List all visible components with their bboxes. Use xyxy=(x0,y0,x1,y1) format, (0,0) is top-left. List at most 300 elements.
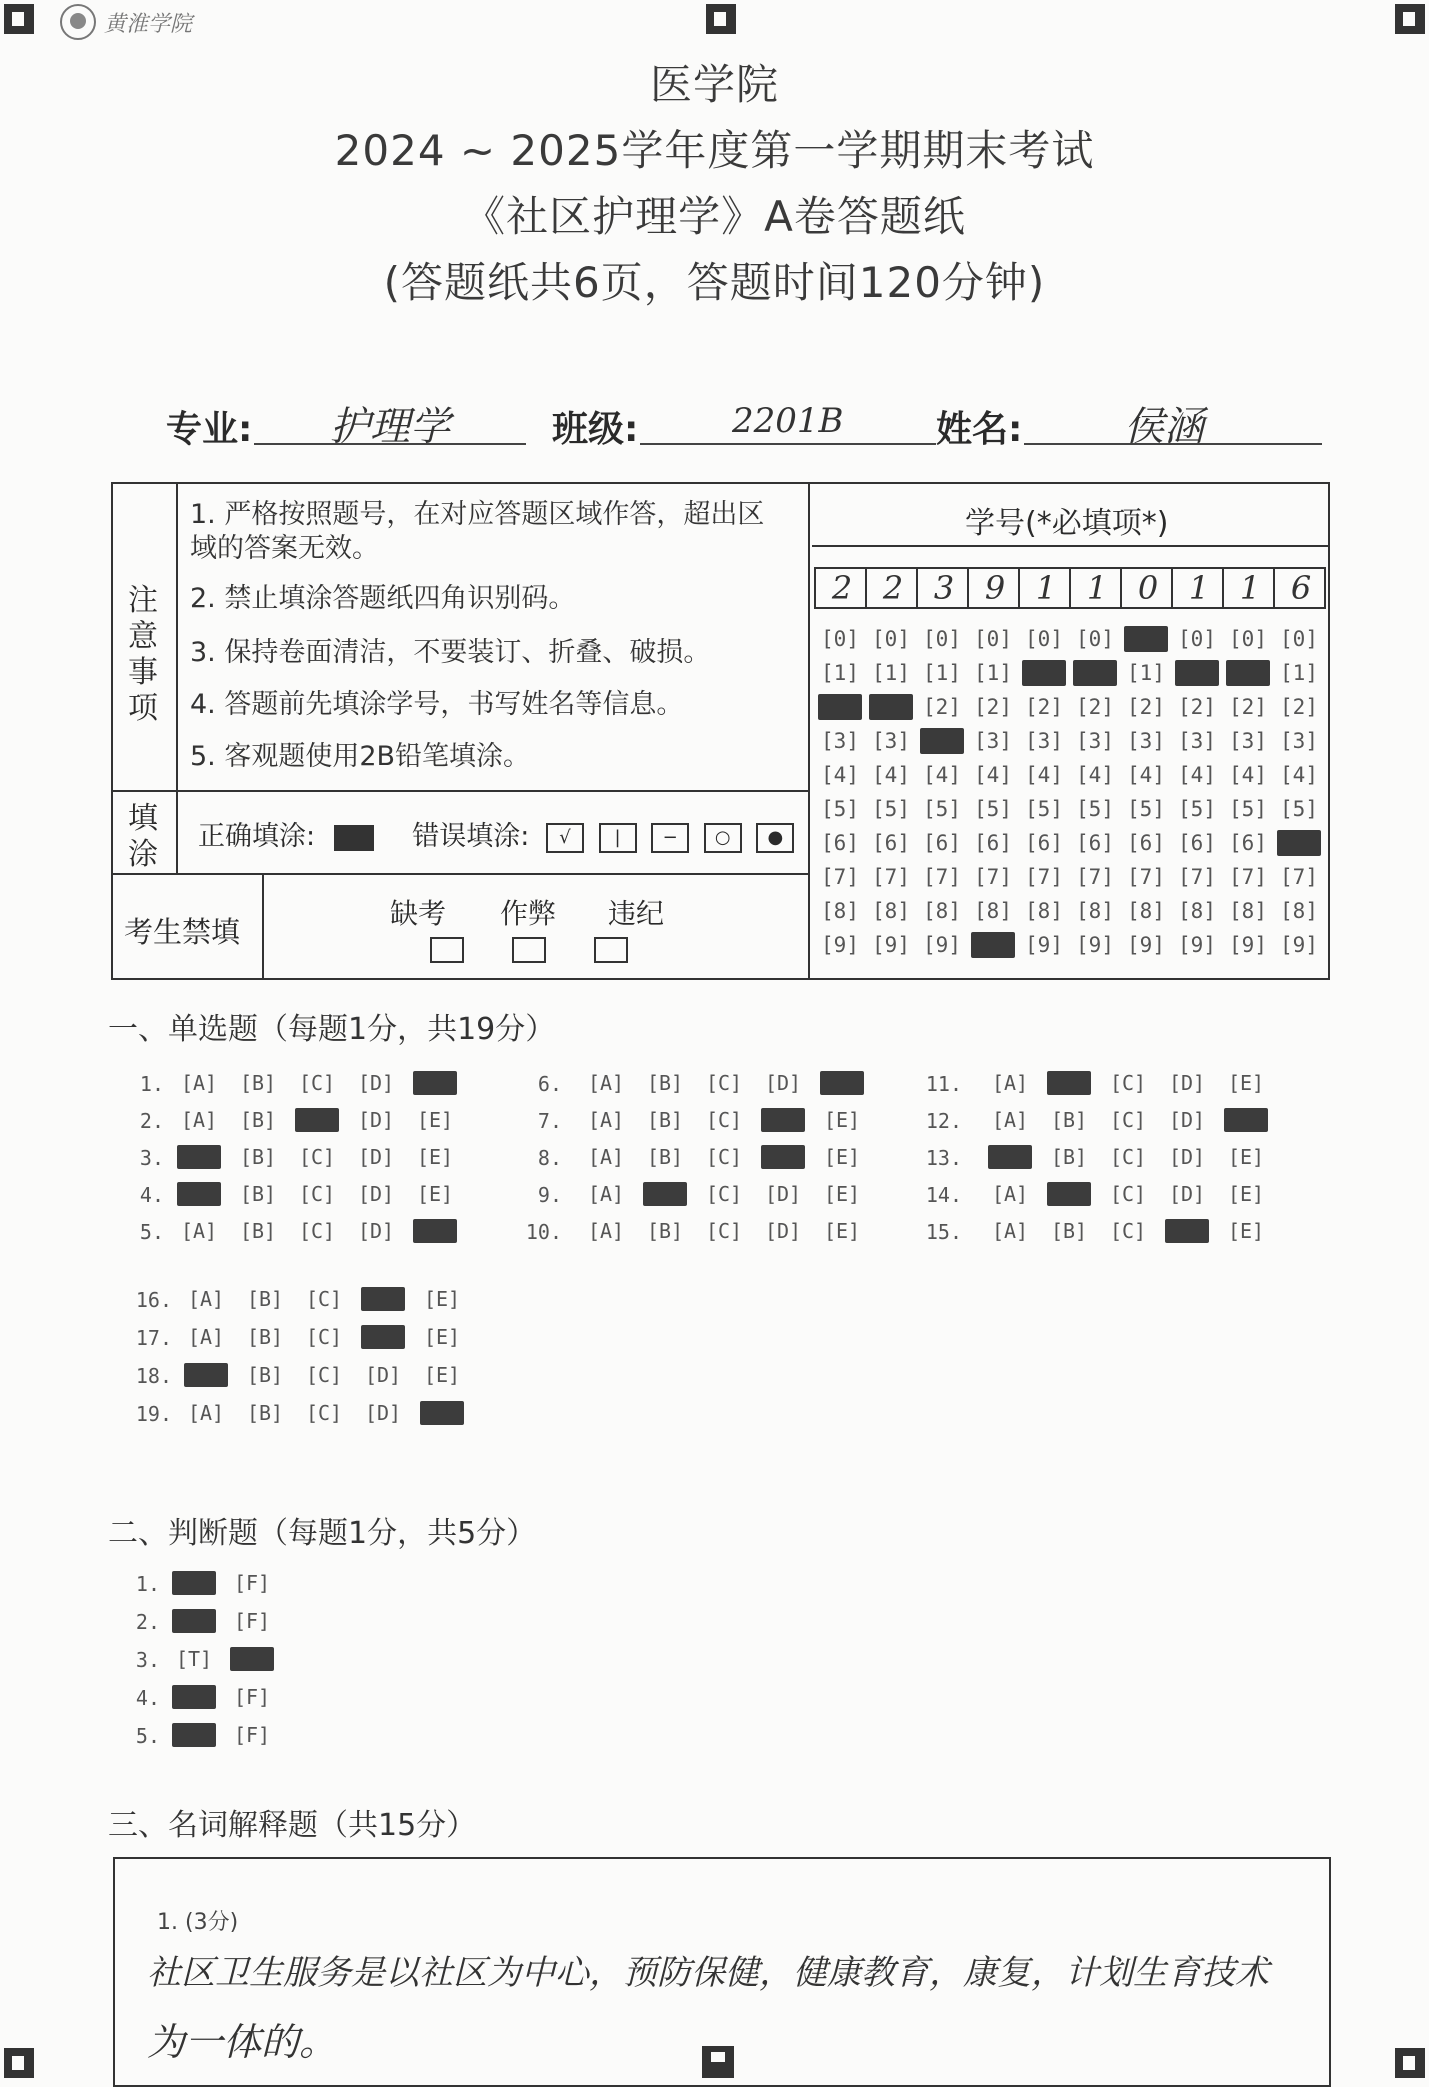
answer-option[interactable]: [B] xyxy=(646,1108,684,1132)
major-value[interactable]: 护理学 xyxy=(330,404,450,450)
answer-option[interactable]: [C] xyxy=(305,1401,343,1425)
answer-option[interactable] xyxy=(988,1145,1032,1169)
answer-option[interactable]: [B] xyxy=(246,1401,284,1425)
id-digit-divider xyxy=(865,568,867,608)
id-bubble[interactable]: [1] xyxy=(923,661,961,685)
answer-option[interactable]: [D] xyxy=(357,1219,395,1243)
answer-option[interactable]: [D] xyxy=(364,1363,402,1387)
answer-option[interactable]: [C] xyxy=(298,1219,336,1243)
id-bubble[interactable]: [5] xyxy=(923,797,961,821)
wrong-fill-check-icon: √ xyxy=(546,823,584,853)
answer-option[interactable] xyxy=(177,1145,221,1169)
id-bubble[interactable]: [9] xyxy=(1280,933,1318,957)
answer-option[interactable]: [A] xyxy=(187,1287,225,1311)
answer-option[interactable]: [E] xyxy=(423,1363,461,1387)
note-item: 1. 严格按照题号，在对应答题区域作答，超出区域的答案无效。 xyxy=(190,499,765,564)
id-bubble[interactable]: [6] xyxy=(821,831,859,855)
answer-option[interactable]: [E] xyxy=(823,1182,861,1206)
answer-option[interactable]: [D] xyxy=(1168,1145,1206,1169)
id-bubble[interactable]: [5] xyxy=(1025,797,1063,821)
absent-label: 缺考 xyxy=(390,897,447,930)
violation-checkbox[interactable] xyxy=(594,937,628,963)
id-bubble[interactable]: [4] xyxy=(1178,763,1216,787)
answer-option[interactable]: [D] xyxy=(1168,1182,1206,1206)
question-number: 7. xyxy=(537,1109,562,1133)
id-bubble[interactable]: [2] xyxy=(923,695,961,719)
id-bubble[interactable]: [2] xyxy=(1178,695,1216,719)
answer-option[interactable] xyxy=(295,1108,339,1132)
wrong-fill-label: 错误填涂: xyxy=(412,821,530,852)
id-digit: 2 xyxy=(882,569,904,607)
violation-label: 违纪 xyxy=(608,897,665,930)
answer-option[interactable] xyxy=(761,1108,805,1132)
id-bubble[interactable]: [3] xyxy=(1229,729,1267,753)
question-number: 9. xyxy=(537,1183,562,1207)
answer-option[interactable]: [C] xyxy=(1109,1108,1147,1132)
id-bubble[interactable]: [0] xyxy=(1025,627,1063,651)
id-bubble[interactable]: [5] xyxy=(1280,797,1318,821)
answer-option[interactable]: [D] xyxy=(364,1401,402,1425)
answer-option[interactable]: [B] xyxy=(239,1145,277,1169)
answer-option[interactable]: [A] xyxy=(180,1219,218,1243)
id-digit-divider xyxy=(1120,568,1122,608)
cheat-label: 作弊 xyxy=(500,897,557,930)
wrong-fill-circle-icon: ○ xyxy=(704,823,742,853)
question-number: 4. xyxy=(135,1686,160,1710)
question-number: 19. xyxy=(135,1402,172,1426)
answer-option[interactable]: [B] xyxy=(1050,1108,1088,1132)
id-bubble[interactable]: [2] xyxy=(1280,695,1318,719)
fill-bottom-line xyxy=(111,873,809,875)
answer-option[interactable]: [A] xyxy=(187,1325,225,1349)
answer-option[interactable]: [E] xyxy=(416,1182,454,1206)
id-bubble[interactable]: [3] xyxy=(1076,729,1114,753)
id-bubble[interactable]: [8] xyxy=(1178,899,1216,923)
answer-option[interactable]: [B] xyxy=(246,1325,284,1349)
question-number: 2. xyxy=(139,1109,164,1133)
wrong-fill-dot-icon: ● xyxy=(756,823,794,853)
id-digit: 0 xyxy=(1137,569,1159,607)
id-bubble[interactable]: [8] xyxy=(821,899,859,923)
id-bubble[interactable]: [7] xyxy=(1280,865,1318,889)
id-divider xyxy=(808,482,810,980)
answer-option[interactable]: [C] xyxy=(305,1363,343,1387)
id-bubble[interactable]: [0] xyxy=(872,627,910,651)
answer-option[interactable]: [F] xyxy=(233,1685,271,1709)
id-bubble[interactable]: [3] xyxy=(1178,729,1216,753)
wrong-fill-dash-icon: − xyxy=(651,823,689,853)
question-number: 11. xyxy=(925,1072,962,1096)
id-bubble[interactable]: [8] xyxy=(1127,899,1165,923)
notes-side-line xyxy=(176,482,178,874)
id-bubble[interactable]: [4] xyxy=(974,763,1012,787)
id-digit-divider xyxy=(1171,568,1173,608)
id-bubble[interactable]: [0] xyxy=(974,627,1012,651)
answer-option[interactable]: [E] xyxy=(823,1108,861,1132)
answer-option[interactable]: [D] xyxy=(357,1108,395,1132)
class-label: 班级: xyxy=(552,409,639,450)
id-bubble[interactable]: [2] xyxy=(974,695,1012,719)
id-bubble[interactable]: [7] xyxy=(1229,865,1267,889)
id-bubble[interactable]: [3] xyxy=(1127,729,1165,753)
notes-side-char: 事 xyxy=(128,655,158,690)
id-bubble[interactable]: [4] xyxy=(1127,763,1165,787)
id-bubble[interactable]: [9] xyxy=(1229,933,1267,957)
answer-option[interactable]: [E] xyxy=(1227,1182,1265,1206)
id-bubble[interactable] xyxy=(1073,660,1117,686)
id-bubble[interactable] xyxy=(1022,660,1066,686)
answer-option[interactable]: [C] xyxy=(1109,1182,1147,1206)
question-number: 13. xyxy=(925,1146,962,1170)
answer-option[interactable]: [C] xyxy=(298,1071,336,1095)
answer-option[interactable]: [C] xyxy=(305,1325,343,1349)
id-digit: 2 xyxy=(831,569,853,607)
question-number: 12. xyxy=(925,1109,962,1133)
id-bubble[interactable]: [9] xyxy=(821,933,859,957)
answer-option[interactable]: [E] xyxy=(1227,1219,1265,1243)
school-title: 医学院 xyxy=(649,60,779,109)
id-bubble[interactable]: [6] xyxy=(872,831,910,855)
id-bubble[interactable]: [6] xyxy=(1127,831,1165,855)
class-line xyxy=(640,443,936,445)
id-bubble[interactable]: [1] xyxy=(1280,661,1318,685)
answer-option[interactable]: [A] xyxy=(587,1145,625,1169)
terms-q1-answer-line2: 为一体的。 xyxy=(147,2020,338,2064)
id-digit: 1 xyxy=(1239,569,1261,607)
question-number: 1. xyxy=(135,1572,160,1596)
id-bubble[interactable]: [1] xyxy=(821,661,859,685)
question-number: 14. xyxy=(925,1183,962,1207)
question-number: 16. xyxy=(135,1288,172,1312)
fill-side-char: 涂 xyxy=(128,837,158,872)
question-number: 8. xyxy=(537,1146,562,1170)
id-bubble[interactable]: [9] xyxy=(872,933,910,957)
answer-option[interactable] xyxy=(172,1685,216,1709)
id-bubble[interactable]: [8] xyxy=(1025,899,1063,923)
answer-option[interactable] xyxy=(230,1647,274,1671)
id-bubble[interactable]: [9] xyxy=(1127,933,1165,957)
answer-option[interactable] xyxy=(177,1182,221,1206)
answer-option[interactable]: [B] xyxy=(646,1071,684,1095)
id-digit-divider xyxy=(916,568,918,608)
id-bubble[interactable]: [9] xyxy=(1178,933,1216,957)
answer-option[interactable]: [B] xyxy=(646,1219,684,1243)
answer-option[interactable]: [D] xyxy=(764,1219,802,1243)
id-digit: 1 xyxy=(1035,569,1057,607)
question-number: 17. xyxy=(135,1326,172,1350)
id-bubble[interactable]: [4] xyxy=(1076,763,1114,787)
class-value[interactable]: 2201B xyxy=(732,401,844,441)
answer-option[interactable]: [C] xyxy=(705,1219,743,1243)
answer-option[interactable]: [B] xyxy=(239,1219,277,1243)
id-bubble[interactable] xyxy=(818,694,862,720)
id-bubble[interactable]: [5] xyxy=(974,797,1012,821)
wrong-fill-bar-icon: | xyxy=(599,823,637,853)
id-bubble[interactable]: [0] xyxy=(1280,627,1318,651)
id-bubble[interactable] xyxy=(920,728,964,754)
answer-option[interactable]: [A] xyxy=(587,1071,625,1095)
answer-option[interactable] xyxy=(361,1325,405,1349)
answer-option[interactable]: [A] xyxy=(180,1071,218,1095)
id-bubble[interactable]: [4] xyxy=(1280,763,1318,787)
id-bubble[interactable]: [7] xyxy=(1178,865,1216,889)
id-bubble[interactable]: [7] xyxy=(923,865,961,889)
answer-option[interactable]: [E] xyxy=(416,1108,454,1132)
id-bubble[interactable]: [9] xyxy=(1025,933,1063,957)
id-digit: 3 xyxy=(933,569,955,607)
answer-option[interactable]: [E] xyxy=(823,1145,861,1169)
question-number: 15. xyxy=(925,1220,962,1244)
notes-side-char: 意 xyxy=(128,619,158,654)
id-bubble[interactable]: [0] xyxy=(1178,627,1216,651)
cheat-checkbox[interactable] xyxy=(512,937,546,963)
id-bubble[interactable]: [8] xyxy=(1076,899,1114,923)
answer-option[interactable]: [B] xyxy=(246,1287,284,1311)
id-bubble[interactable]: [7] xyxy=(1127,865,1165,889)
answer-option[interactable] xyxy=(420,1401,464,1425)
id-bubble[interactable]: [4] xyxy=(1025,763,1063,787)
id-bubble[interactable]: [6] xyxy=(1025,831,1063,855)
id-digit: 9 xyxy=(984,569,1006,607)
id-digit-divider xyxy=(1069,568,1071,608)
id-digit: 6 xyxy=(1290,569,1312,607)
id-bubble[interactable] xyxy=(869,694,913,720)
answer-option[interactable]: [E] xyxy=(823,1219,861,1243)
answer-option[interactable] xyxy=(172,1723,216,1747)
id-bubble[interactable]: [5] xyxy=(1127,797,1165,821)
id-bubble[interactable] xyxy=(971,932,1015,958)
id-digit-divider xyxy=(1222,568,1224,608)
id-bubble[interactable]: [4] xyxy=(1229,763,1267,787)
correct-fill-sample xyxy=(334,825,374,851)
answer-option[interactable]: [A] xyxy=(180,1108,218,1132)
id-digit-divider xyxy=(967,568,969,608)
answer-option[interactable]: [F] xyxy=(233,1609,271,1633)
id-bubble[interactable]: [3] xyxy=(821,729,859,753)
id-bubble[interactable]: [2] xyxy=(1229,695,1267,719)
id-bubble[interactable]: [8] xyxy=(1229,899,1267,923)
id-bubble[interactable]: [8] xyxy=(974,899,1012,923)
corner-mark-bottom-left xyxy=(4,2048,34,2078)
answer-option[interactable]: [B] xyxy=(646,1145,684,1169)
answer-option[interactable]: [D] xyxy=(357,1071,395,1095)
question-number: 10. xyxy=(525,1220,562,1244)
answer-option[interactable] xyxy=(184,1363,228,1387)
answer-option[interactable]: [F] xyxy=(233,1723,271,1747)
correct-fill-label: 正确填涂: xyxy=(198,821,316,852)
answer-option[interactable]: [E] xyxy=(416,1145,454,1169)
question-number: 6. xyxy=(537,1072,562,1096)
id-bubble[interactable]: [6] xyxy=(974,831,1012,855)
answer-option[interactable]: [C] xyxy=(1109,1219,1147,1243)
answer-option[interactable]: [D] xyxy=(1168,1108,1206,1132)
id-bubble[interactable]: [3] xyxy=(1280,729,1318,753)
id-bubble[interactable]: [5] xyxy=(1076,797,1114,821)
id-bubble[interactable]: [1] xyxy=(872,661,910,685)
answer-option[interactable]: [A] xyxy=(587,1182,625,1206)
answer-option[interactable]: [E] xyxy=(423,1287,461,1311)
answer-option[interactable] xyxy=(413,1219,457,1243)
fill-example-row xyxy=(198,814,800,853)
answer-option[interactable]: [D] xyxy=(764,1182,802,1206)
answer-option[interactable] xyxy=(761,1145,805,1169)
answer-option[interactable]: [D] xyxy=(1168,1071,1206,1095)
id-bubble[interactable] xyxy=(1277,830,1321,856)
note-item: 2. 禁止填涂答题纸四角识别码。 xyxy=(190,583,576,614)
id-bubble[interactable] xyxy=(1175,660,1219,686)
question-number: 5. xyxy=(139,1220,164,1244)
question-number: 18. xyxy=(135,1364,172,1388)
id-bubble[interactable]: [6] xyxy=(923,831,961,855)
answer-option[interactable] xyxy=(820,1071,864,1095)
id-bubble[interactable]: [6] xyxy=(1178,831,1216,855)
id-bubble[interactable]: [3] xyxy=(1025,729,1063,753)
id-bubble[interactable]: [8] xyxy=(872,899,910,923)
answer-option[interactable] xyxy=(172,1609,216,1633)
single-choice-title: 一、单选题（每题1分，共19分） xyxy=(108,1012,556,1047)
answer-option[interactable]: [B] xyxy=(239,1071,277,1095)
question-number: 5. xyxy=(135,1724,160,1748)
question-number: 4. xyxy=(139,1183,164,1207)
id-bubble[interactable]: [3] xyxy=(974,729,1012,753)
id-bubble[interactable]: [0] xyxy=(821,627,859,651)
answer-option[interactable]: [E] xyxy=(423,1325,461,1349)
id-digit: 1 xyxy=(1086,569,1108,607)
note-item: 5. 客观题使用2B铅笔填涂。 xyxy=(190,741,531,772)
id-bubble[interactable]: [8] xyxy=(923,899,961,923)
id-bubble[interactable]: [6] xyxy=(1229,831,1267,855)
id-bubble[interactable]: [2] xyxy=(1076,695,1114,719)
answer-option[interactable]: [C] xyxy=(305,1287,343,1311)
absent-checkbox[interactable] xyxy=(430,937,464,963)
answer-option[interactable] xyxy=(361,1287,405,1311)
answer-option[interactable] xyxy=(413,1071,457,1095)
id-title-line xyxy=(812,545,1330,547)
answer-option[interactable]: [A] xyxy=(187,1401,225,1425)
answer-option[interactable] xyxy=(1047,1182,1091,1206)
answer-option[interactable]: [D] xyxy=(764,1071,802,1095)
answer-option[interactable]: [A] xyxy=(991,1071,1029,1095)
forbidden-label: 考生禁填 xyxy=(124,915,241,949)
id-bubble[interactable]: [4] xyxy=(821,763,859,787)
forbidden-side-line xyxy=(262,873,264,980)
answer-option[interactable]: [E] xyxy=(1227,1145,1265,1169)
id-bubble[interactable]: [1] xyxy=(1127,661,1165,685)
note-item: 4. 答题前先填涂学号，书写姓名等信息。 xyxy=(190,689,684,720)
paper-title: 《社区护理学》A卷答题纸 xyxy=(463,192,966,241)
id-bubble[interactable]: [5] xyxy=(821,797,859,821)
id-bubble[interactable]: [1] xyxy=(974,661,1012,685)
question-number: 3. xyxy=(139,1146,164,1170)
answer-option[interactable]: [E] xyxy=(1227,1071,1265,1095)
name-label: 姓名: xyxy=(936,409,1023,450)
answer-option[interactable] xyxy=(643,1182,687,1206)
id-bubble[interactable]: [2] xyxy=(1025,695,1063,719)
answer-option[interactable]: [C] xyxy=(298,1182,336,1206)
id-bubble[interactable]: [4] xyxy=(923,763,961,787)
id-bubble[interactable]: [5] xyxy=(1178,797,1216,821)
question-number: 3. xyxy=(135,1648,160,1672)
id-bubble[interactable]: [8] xyxy=(1280,899,1318,923)
id-bubble[interactable]: [2] xyxy=(1127,695,1165,719)
logo-text: 黄淮学院 xyxy=(104,11,193,37)
id-bubble[interactable]: [0] xyxy=(1076,627,1114,651)
answer-option[interactable]: [A] xyxy=(587,1219,625,1243)
answer-option[interactable] xyxy=(1047,1071,1091,1095)
id-bubble[interactable]: [7] xyxy=(821,865,859,889)
id-bubble[interactable]: [5] xyxy=(1229,797,1267,821)
school-emblem-icon xyxy=(60,4,96,40)
name-value[interactable]: 侯涵 xyxy=(1124,404,1204,450)
notes-side-char: 注 xyxy=(128,583,158,618)
answer-option[interactable]: [A] xyxy=(991,1182,1029,1206)
corner-mark-top-right xyxy=(1395,4,1425,34)
answer-option[interactable] xyxy=(1165,1219,1209,1243)
answer-option[interactable]: [D] xyxy=(357,1182,395,1206)
terms-answer-box[interactable] xyxy=(113,1857,1331,2087)
id-bubble[interactable]: [7] xyxy=(1025,865,1063,889)
fill-side-char: 填 xyxy=(128,801,158,836)
id-bubble[interactable] xyxy=(1226,660,1270,686)
answer-option[interactable]: [C] xyxy=(705,1108,743,1132)
answer-option[interactable]: [C] xyxy=(1109,1145,1147,1169)
answer-option[interactable]: [B] xyxy=(246,1363,284,1387)
terms-q1-answer-line1: 社区卫生服务是以社区为中心，预防保健，健康教育，康复，计划生育技术 xyxy=(147,1953,1269,1993)
id-bubble[interactable]: [9] xyxy=(923,933,961,957)
id-bubble[interactable]: [0] xyxy=(923,627,961,651)
answer-option[interactable]: [A] xyxy=(991,1219,1029,1243)
answer-option[interactable]: [T] xyxy=(175,1647,213,1671)
id-bubble[interactable]: [3] xyxy=(872,729,910,753)
answer-option[interactable] xyxy=(172,1571,216,1595)
corner-mark-top-left xyxy=(4,4,34,34)
answer-option[interactable]: [C] xyxy=(705,1145,743,1169)
id-bubble[interactable]: [7] xyxy=(1076,865,1114,889)
student-info-row xyxy=(162,395,1322,451)
answer-option[interactable]: [F] xyxy=(233,1571,271,1595)
question-number: 2. xyxy=(135,1610,160,1634)
terms-title: 三、名词解释题（共15分） xyxy=(108,1808,477,1843)
answer-option[interactable]: [C] xyxy=(298,1145,336,1169)
id-bubble[interactable]: [9] xyxy=(1076,933,1114,957)
answer-option[interactable]: [D] xyxy=(357,1145,395,1169)
id-bubble[interactable]: [0] xyxy=(1229,627,1267,651)
id-digit: 1 xyxy=(1188,569,1210,607)
answer-option[interactable]: [B] xyxy=(239,1182,277,1206)
answer-option[interactable]: [C] xyxy=(1109,1071,1147,1095)
id-bubble[interactable] xyxy=(1124,626,1168,652)
answer-option[interactable]: [B] xyxy=(1050,1145,1088,1169)
school-logo xyxy=(60,2,220,42)
answer-option[interactable]: [A] xyxy=(587,1108,625,1132)
answer-option[interactable]: [C] xyxy=(705,1071,743,1095)
id-bubble[interactable]: [6] xyxy=(1076,831,1114,855)
id-bubble[interactable]: [4] xyxy=(872,763,910,787)
id-bubble[interactable]: [5] xyxy=(872,797,910,821)
corner-mark-top-center xyxy=(706,4,736,34)
answer-option[interactable]: [C] xyxy=(705,1182,743,1206)
id-bubble[interactable]: [7] xyxy=(974,865,1012,889)
answer-option[interactable]: [B] xyxy=(239,1108,277,1132)
answer-option[interactable]: [B] xyxy=(1050,1219,1088,1243)
answer-option[interactable]: [A] xyxy=(991,1108,1029,1132)
terms-q1-label: 1. (3分) xyxy=(157,1910,239,1935)
note-item: 3. 保持卷面清洁，不要装订、折叠、破损。 xyxy=(190,637,711,668)
id-digit-divider xyxy=(1018,568,1020,608)
id-bubble[interactable]: [7] xyxy=(872,865,910,889)
true-false-title: 二、判断题（每题1分，共5分） xyxy=(108,1516,537,1551)
answer-option[interactable] xyxy=(1224,1108,1268,1132)
